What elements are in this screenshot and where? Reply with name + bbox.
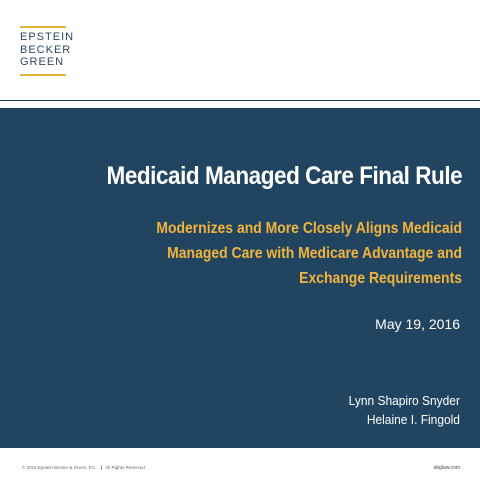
subtitle-line-3: Exchange Requirements	[299, 270, 462, 287]
subtitle-line-1: Modernizes and More Closely Aligns Medicaid	[156, 220, 462, 237]
logo-line-1: EPSTEIN	[20, 31, 75, 43]
logo-line-3: GREEN	[20, 56, 65, 68]
slide-subtitle	[2, 216, 462, 291]
slide-title: Medicaid Managed Care Final Rule	[106, 162, 462, 190]
logo-top-rule	[20, 26, 66, 28]
footer-website-link[interactable]: ebglaw.com	[433, 465, 460, 471]
footer-separator	[101, 465, 102, 470]
rights-text: All Rights Reserved.	[105, 465, 147, 470]
copyright-text: © 2016 Epstein Becker & Green, P.C.	[22, 465, 97, 470]
presenter-list	[339, 391, 460, 429]
logo-bottom-rule	[20, 74, 66, 76]
logo-wordmark	[20, 31, 74, 69]
subtitle-line-2: Managed Care with Medicare Advantage and	[167, 245, 462, 262]
presenter-name: Lynn Shapiro Snyder	[348, 393, 460, 408]
header-divider	[0, 100, 480, 101]
presenter-name: Helaine I. Fingold	[366, 412, 460, 427]
presentation-date: May 19, 2016	[375, 316, 460, 332]
footer-copyright	[22, 465, 146, 470]
firm-logo	[20, 26, 75, 76]
logo-line-2: BECKER	[20, 43, 72, 56]
